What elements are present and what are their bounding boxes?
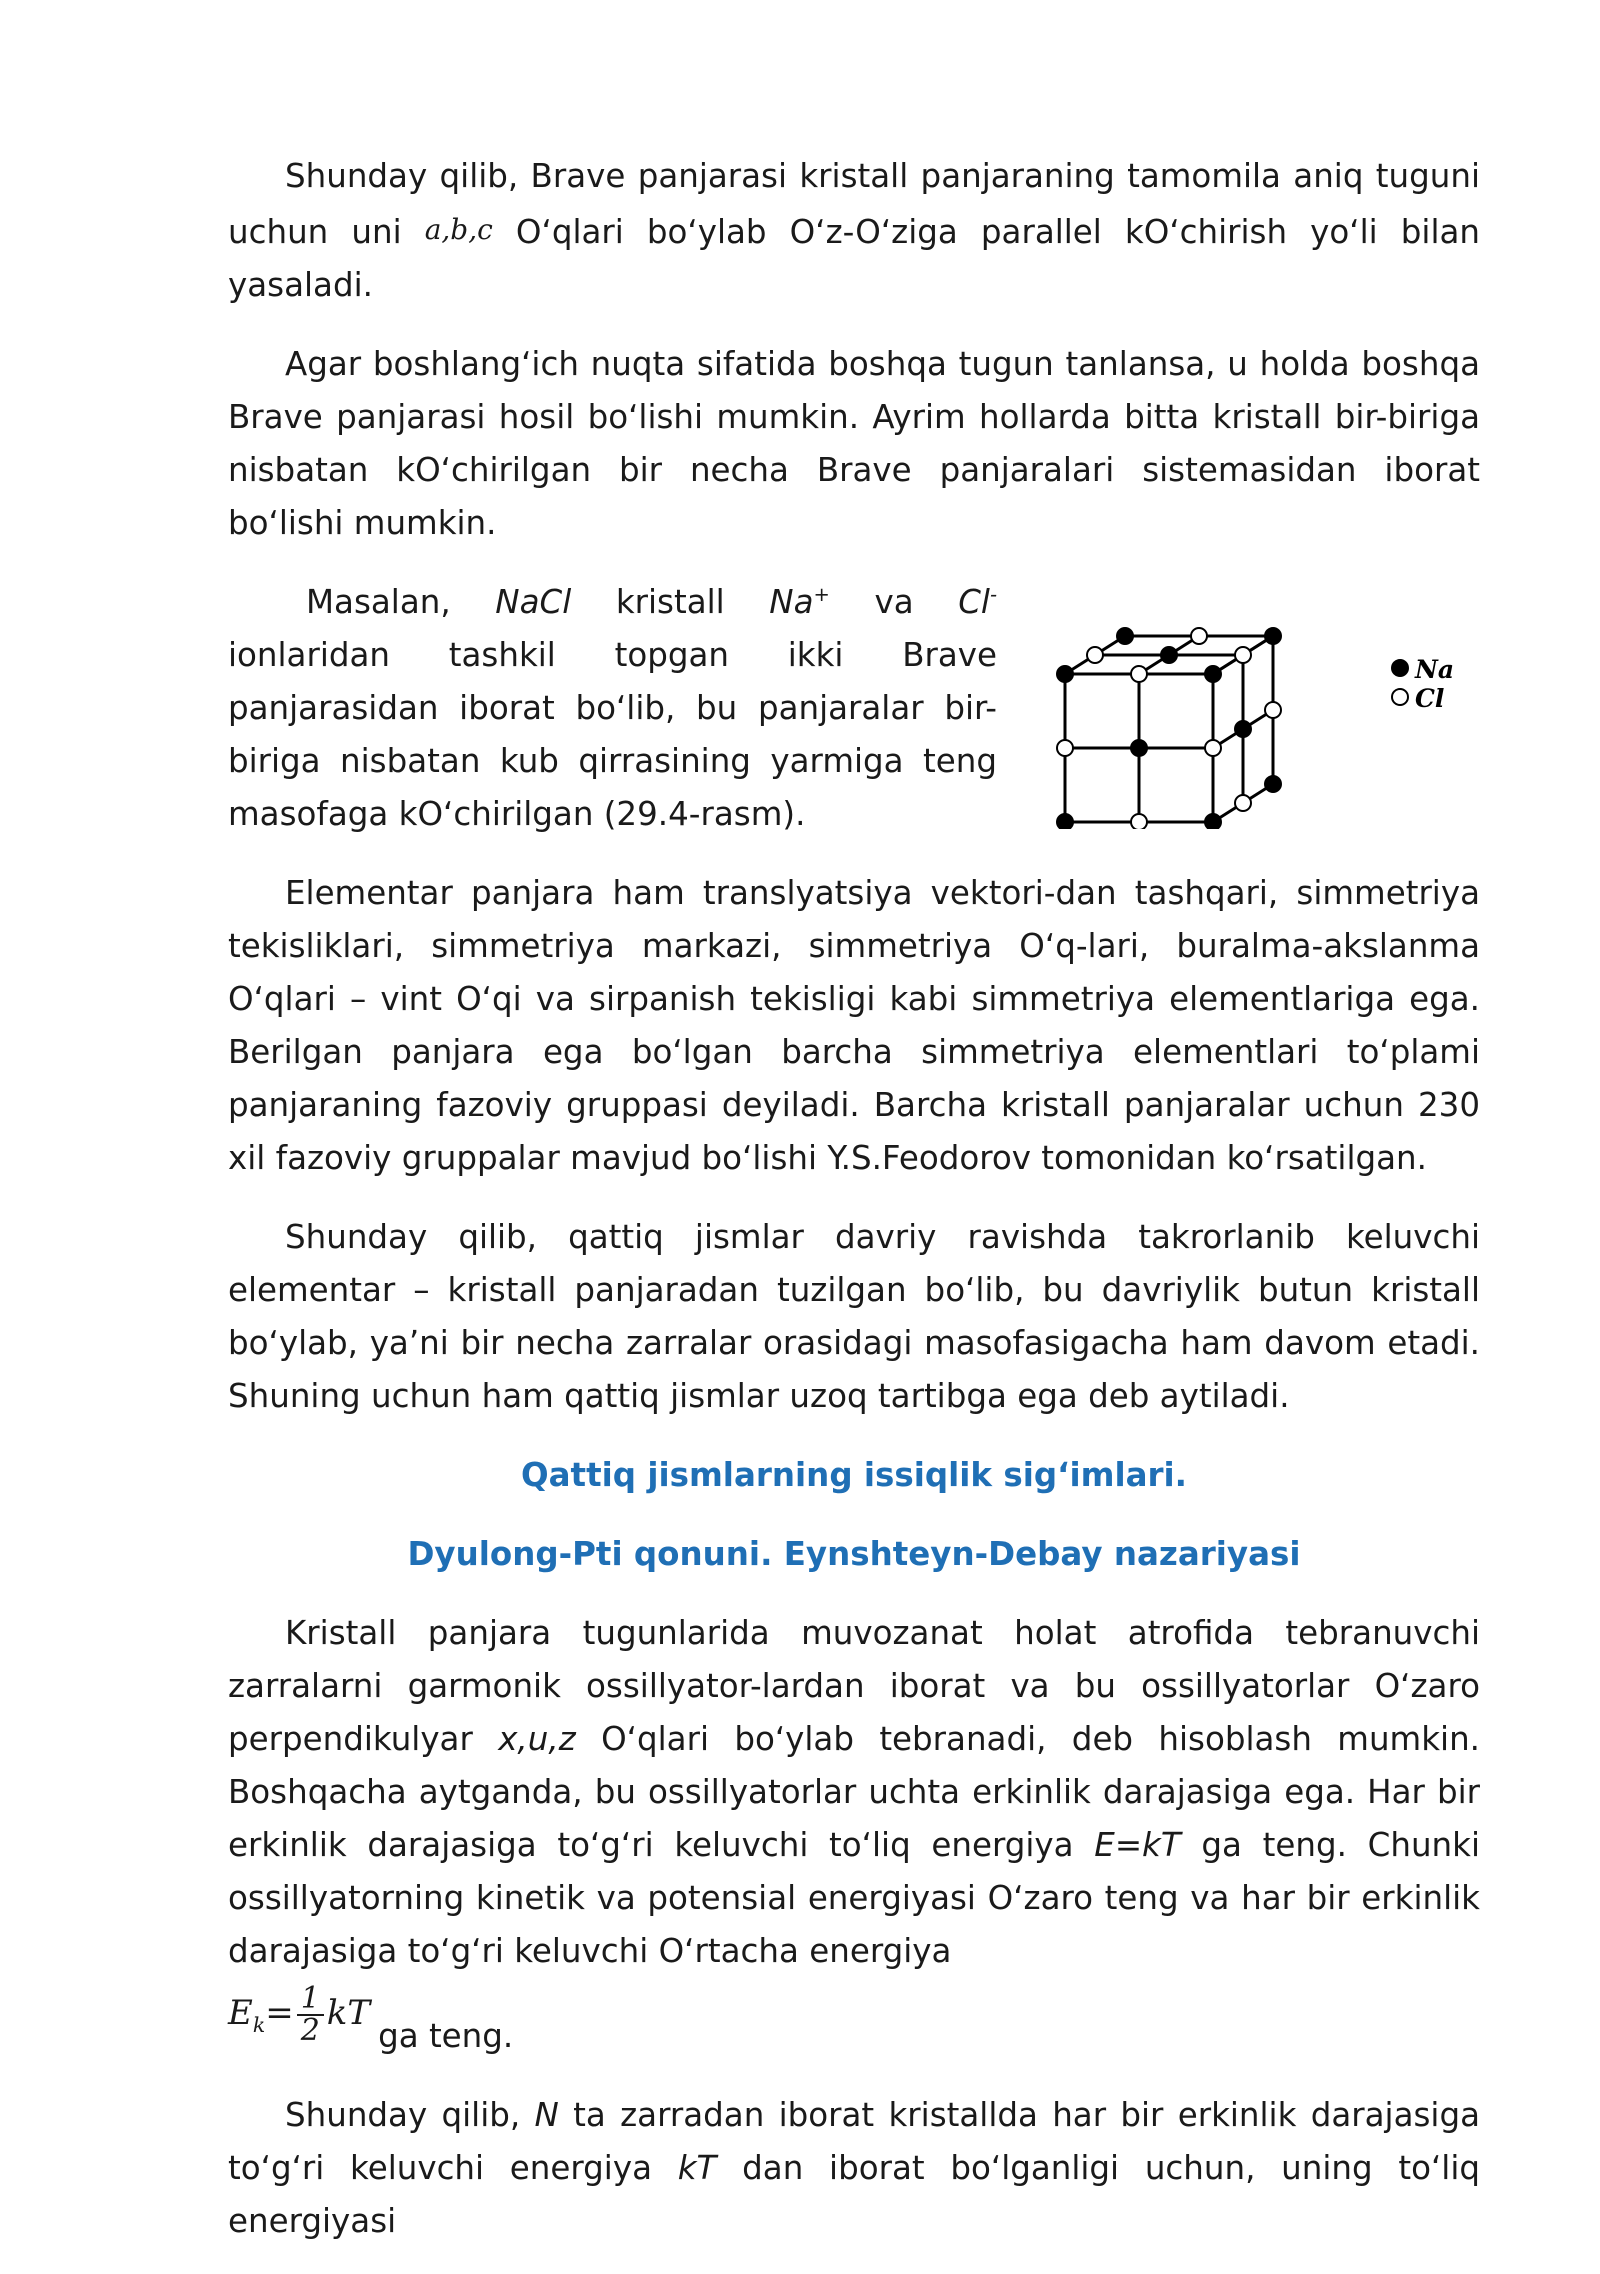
formula-line: [228, 1981, 1480, 2063]
paragraph-3-text-a: Masalan,: [306, 583, 496, 621]
paragraph-1: [228, 150, 1480, 312]
na-atom: [1057, 814, 1073, 829]
legend-cl-marker: [1392, 689, 1408, 705]
formula-suffix: ga teng.: [378, 2016, 514, 2055]
cl-atom: [1087, 647, 1103, 663]
legend-cl-label: Cl: [1415, 684, 1445, 713]
na-ion-charge: +: [813, 583, 830, 607]
legend-na-marker: [1392, 660, 1408, 676]
document-page: [228, 150, 1480, 2274]
particle-count-symbol: N: [534, 2095, 559, 2134]
formula-equals: =: [265, 1993, 294, 2033]
section-heading-1: Qattiq jismlarning issiqlik sig‘imlari.: [520, 1456, 1188, 1494]
fraction-numerator: 1: [297, 1984, 324, 2016]
paragraph-7-text-b: ta zarradan iborat kristallda har bir erkinlik darajasiga to‘g‘ri keluvchi energiya: [228, 2095, 1481, 2187]
na-ion: [769, 583, 830, 621]
nacl-formula: NaCl: [495, 583, 572, 621]
na-atom: [1205, 666, 1221, 682]
vector-names: a,b,c: [424, 213, 493, 246]
paragraph-7-text-a: Shunday qilib,: [285, 2095, 535, 2134]
fraction-denominator: 2: [300, 2013, 320, 2048]
section-heading-2: Dyulong-Pti qonuni. Eynshteyn-Debay nazariyasi: [407, 1535, 1301, 1573]
na-atom: [1131, 740, 1147, 756]
cl-atom: [1131, 814, 1147, 829]
paragraph-6: [228, 1607, 1480, 1978]
na-atom: [1265, 628, 1281, 644]
energy-equation: E=kT: [1094, 1826, 1181, 1864]
cl-atom: [1057, 740, 1073, 756]
cl-atom: [1235, 795, 1251, 811]
axes-names: x,u,z: [498, 1720, 576, 1758]
na-atom: [1265, 776, 1281, 792]
paragraph-1-text-a: Shunday qilib, Brave panjarasi kristall panjaraning tamomila aniq tuguni uchun uni: [228, 157, 1480, 251]
cl-atom: [1205, 740, 1221, 756]
cl-ion-charge: -: [989, 583, 997, 607]
nacl-section: [228, 576, 1480, 1185]
na-ion-symbol: Na: [769, 583, 814, 621]
legend-na-label: Na: [1415, 655, 1455, 684]
na-atom: [1057, 666, 1073, 682]
cl-ion-symbol: Cl: [958, 583, 990, 621]
paragraph-3-text-c: va: [829, 583, 959, 621]
kinetic-energy-formula: [228, 1981, 371, 2052]
paragraph-5: Shunday qilib, qattiq jismlar davriy ravishda takrorlanib keluvchi elementar – kristall panjaradan tuzilgan bo‘lib, bu davriylik butun kristall bo‘ylab, ya’ni bir necha zarralar orasidagi masofasigacha ham davom etadi. Shuning uchun ham qattiq jismlar uzoq tartibga ega deb aytiladi.: [228, 1218, 1480, 1415]
paragraph-6-text-b: O‘qlari bo‘ylab tebranadi, deb hisoblash mumkin. Boshqacha aytganda, bu ossillyatorlar uchta erkinlik darajasiga ega. Har bir erkinlik darajasiga to‘g‘ri keluvchi to‘liq energiya: [228, 1720, 1480, 1864]
formula-subscript: k: [252, 2012, 266, 2037]
paragraph-7-text-c: dan iborat bo‘lganligi uchun, uning to‘liq energiyasi: [228, 2148, 1480, 2240]
paragraph-3-text-d: ionlaridan tashkil topgan ikki Brave panjarasidan iborat bo‘lib, bu panjaralar bir-biriga nisbatan kub qirrasining yarmiga teng masofaga kO‘chirilgan (29.4-rasm).: [228, 636, 997, 833]
paragraph-6-text-a: Kristall panjara tugunlarida muvozanat holat atrofida tebranuvchi zarralarni garmonik ossillyator-lardan iborat va bu ossillyatorlar O‘zaro perpendikulyar: [228, 1614, 1480, 1758]
nacl-lattice-diagram: [1035, 584, 1480, 829]
paragraph-2: Agar boshlang‘ich nuqta sifatida boshqa tugun tanlansa, u holda boshqa Brave panjarasi hosil bo‘lishi mumkin. Ayrim hollarda bitta kristall bir-biriga nisbatan kO‘chirilgan bir necha Brave panjaralari sistemasidan iborat bo‘lishi mumkin.: [228, 345, 1480, 542]
formula-rhs: kT: [326, 1993, 371, 2033]
cl-atom: [1235, 647, 1251, 663]
cl-atom: [1131, 666, 1147, 682]
paragraph-1-text-b: O‘qlari bo‘ylab O‘z-O‘ziga parallel kO‘chirish yo‘li bilan yasaladi.: [228, 213, 1480, 304]
nacl-lattice-figure: [1035, 584, 1480, 829]
paragraph-6-text-c: ga teng. Chunki ossillyatorning kinetik va potensial energiyasi O‘zaro teng va har bir erkinlik darajasiga to‘g‘ri keluvchi O‘rtacha energiya: [228, 1826, 1480, 1970]
na-atom: [1161, 647, 1177, 663]
cl-ion: [958, 583, 997, 621]
kt-symbol: kT: [677, 2148, 717, 2187]
formula-fraction: [297, 1981, 324, 2048]
paragraph-7: [228, 2089, 1480, 2248]
paragraph-3-text-b: kristall: [571, 583, 770, 621]
na-atom: [1235, 721, 1251, 737]
paragraph-4: Elementar panjara ham translyatsiya vektori-dan tashqari, simmetriya tekisliklari, simmetriya markazi, simmetriya O‘q-lari, buralma-akslanma O‘qlari – vint O‘qi va sirpanish tekisligi kabi simmetriya elementlariga ega. Berilgan panjara ega bo‘lgan barcha simmetriya elementlari to‘plami panjaraning fazoviy gruppasi deyiladi. Barcha kristall panjaralar uchun 230 xil fazoviy gruppalar mavjud bo‘lishi Y.S.Feodorov tomonidan ko‘rsatilgan.: [228, 874, 1480, 1177]
na-atom: [1205, 814, 1221, 829]
cl-atom: [1191, 628, 1207, 644]
cl-atom: [1265, 702, 1281, 718]
formula-lhs: E: [228, 1993, 253, 2033]
na-atom: [1117, 628, 1133, 644]
